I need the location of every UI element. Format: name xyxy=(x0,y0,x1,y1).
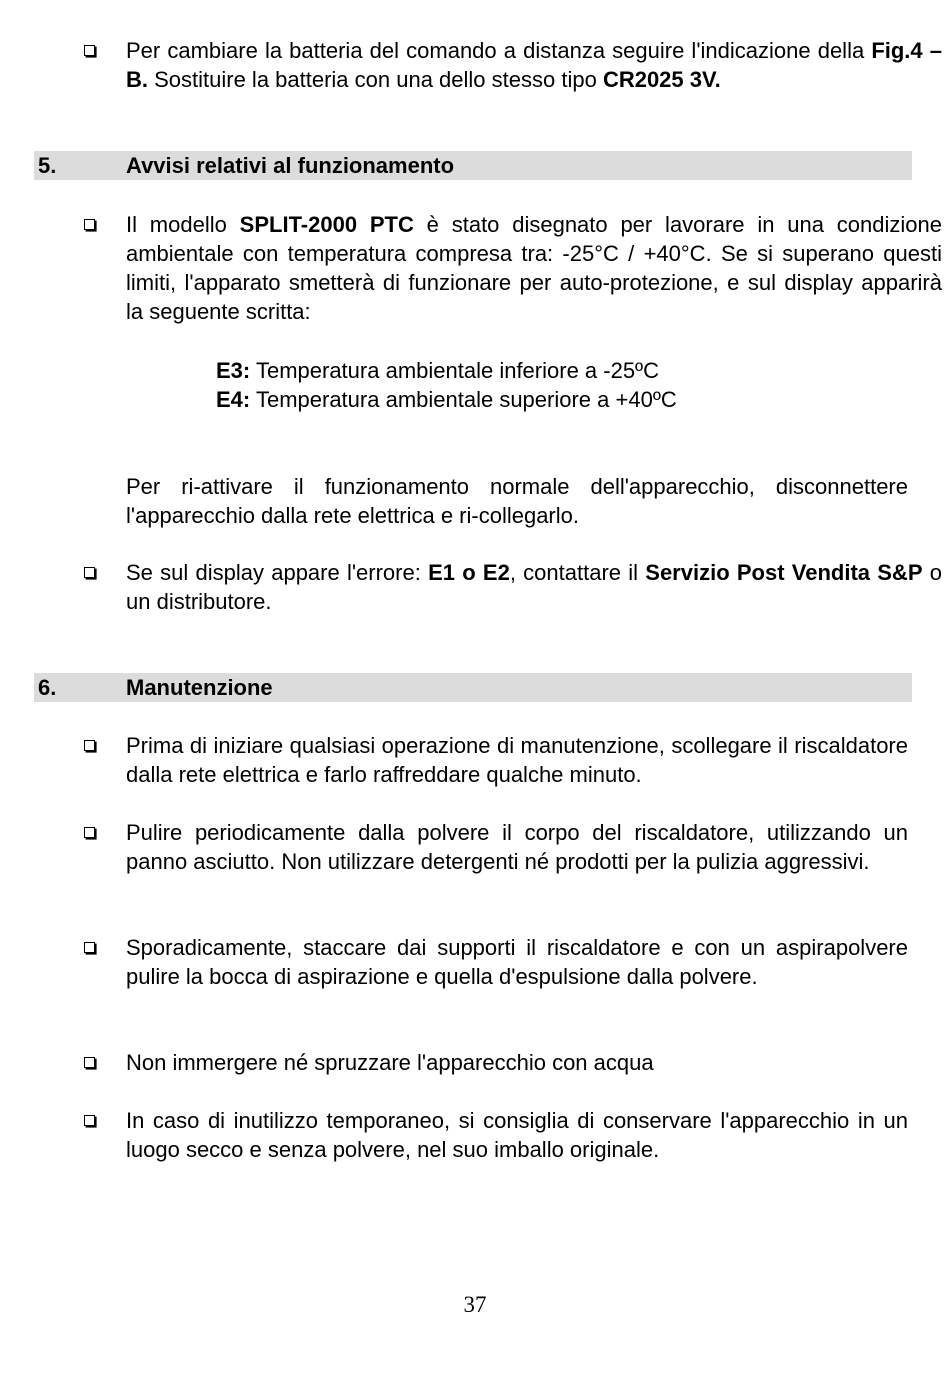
maintenance-item: In caso di inutilizzo temporaneo, si consiglia di conservare l'apparecchio in un luogo secco e senza polvere, nel suo imballo originale. xyxy=(126,1108,908,1162)
section-header-6 xyxy=(34,673,912,702)
section-title: Avvisi relativi al funzionamento xyxy=(126,153,455,178)
bullet-icon xyxy=(84,567,95,578)
section-header-5 xyxy=(34,151,912,180)
section-title: Manutenzione xyxy=(126,675,273,700)
error-code-item: E3: Temperatura ambientale inferiore a -25ºC xyxy=(216,358,659,383)
maintenance-item: Pulire periodicamente dalla polvere il corpo del riscaldatore, utilizzando un panno asciutto. Non utilizzare detergenti né prodotti per la pulizia aggressivi. xyxy=(126,820,908,874)
reactivate-paragraph: Per ri-attivare il funzionamento normale dell'apparecchio, disconnettere l'apparecchio dalla rete elettrica e ri-collegarlo. xyxy=(126,474,908,528)
bullet-icon xyxy=(84,942,95,953)
bullet-icon xyxy=(84,219,95,230)
maintenance-item: Prima di iniziare qualsiasi operazione di manutenzione, scollegare il riscaldatore dalla rete elettrica e farlo raffreddare qualche minuto. xyxy=(126,733,908,787)
bullet-icon xyxy=(84,45,95,56)
battery-paragraph: Per cambiare la batteria del comando a distanza seguire l'indicazione della Fig.4 – B. Sostituire la batteria con una dello stesso tipo CR2025 3V. xyxy=(126,38,942,92)
model-paragraph: Il modello SPLIT-2000 PTC è stato disegnato per lavorare in una condizione ambientale con temperatura compresa tra: -25°C / +40°C. Se si superano questi limiti, l'apparato smetterà di funzionare per auto-protezione, e sul display apparirà la seguente scritta: xyxy=(126,212,942,324)
bullet-icon xyxy=(84,740,95,751)
error-paragraph: Se sul display appare l'errore: E1 o E2, contattare il Servizio Post Vendita S&P o un distributore. xyxy=(126,560,942,614)
maintenance-item: Non immergere né spruzzare l'apparecchio con acqua xyxy=(126,1050,654,1075)
bullet-icon xyxy=(84,1057,95,1068)
section-number: 5. xyxy=(38,153,57,178)
bullet-icon xyxy=(84,1115,95,1126)
maintenance-item: Sporadicamente, staccare dai supporti il riscaldatore e con un aspirapolvere pulire la bocca di aspirazione e quella d'espulsione dalla polvere. xyxy=(126,935,908,989)
bullet-icon xyxy=(84,827,95,838)
section-number: 6. xyxy=(38,675,57,700)
page-number: 37 xyxy=(463,1292,487,1317)
error-code-list xyxy=(216,356,816,414)
error-code-item: E4: Temperatura ambientale superiore a +40ºC xyxy=(216,387,677,412)
